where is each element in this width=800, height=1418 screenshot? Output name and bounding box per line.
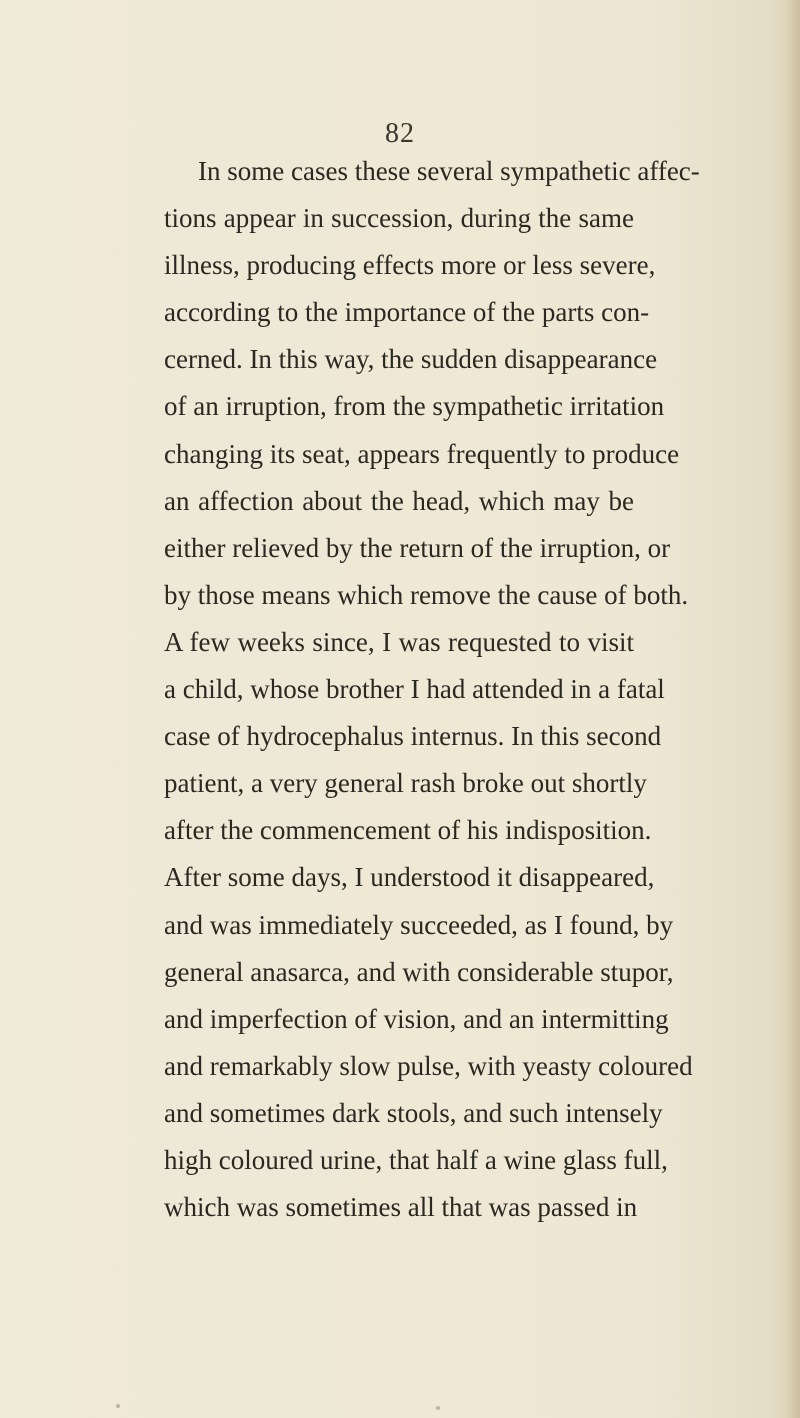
text-line: case of hydrocephalus internus. In this second: [164, 721, 662, 752]
text-line: after the commencement of his indisposition.: [164, 815, 652, 846]
text-line: and was immediately succeeded, as I found, by: [164, 909, 674, 940]
text-line: and remarkably slow pulse, with yeasty coloured: [164, 1050, 693, 1081]
text-line: A few weeks since, I was requested to visit: [164, 626, 634, 657]
text-line: patient, a very general rash broke out shortly: [164, 768, 647, 799]
text-line: according to the importance of the parts con-: [164, 297, 650, 328]
text-line: After some days, I understood it disappeared,: [164, 862, 655, 893]
paper-specks: [0, 1378, 800, 1418]
text-line: changing its seat, appears frequently to produce: [164, 438, 680, 469]
paper-speck: [116, 1404, 120, 1408]
text-line: illness, producing effects more or less severe,: [164, 250, 656, 281]
text-line: and imperfection of vision, and an intermitting: [164, 1003, 669, 1034]
text-line: and sometimes dark stools, and such intensely: [164, 1097, 663, 1128]
text-line: either relieved by the return of the irruption, or: [164, 532, 671, 563]
text-line: cerned. In this way, the sudden disappearance: [164, 344, 658, 375]
text-line: an affection about the head, which may be: [164, 485, 634, 516]
page-edge-shadow: [786, 0, 800, 1418]
paper-speck: [436, 1406, 440, 1410]
text-line: general anasarca, and with considerable stupor,: [164, 956, 674, 987]
text-line: a child, whose brother I had attended in a fatal: [164, 674, 665, 705]
body-text: [164, 148, 700, 1231]
text-line: high coloured urine, that half a wine glass full,: [164, 1144, 668, 1175]
text-line: by those means which remove the cause of both.: [164, 579, 689, 610]
text-line: of an irruption, from the sympathetic irritation: [164, 391, 665, 422]
text-line: which was sometimes all that was passed in: [164, 1192, 638, 1223]
page-number: 82: [385, 118, 415, 149]
text-line: tions appear in succession, during the same: [164, 203, 634, 234]
text-line: In some cases these several sympathetic affec-: [198, 156, 700, 186]
